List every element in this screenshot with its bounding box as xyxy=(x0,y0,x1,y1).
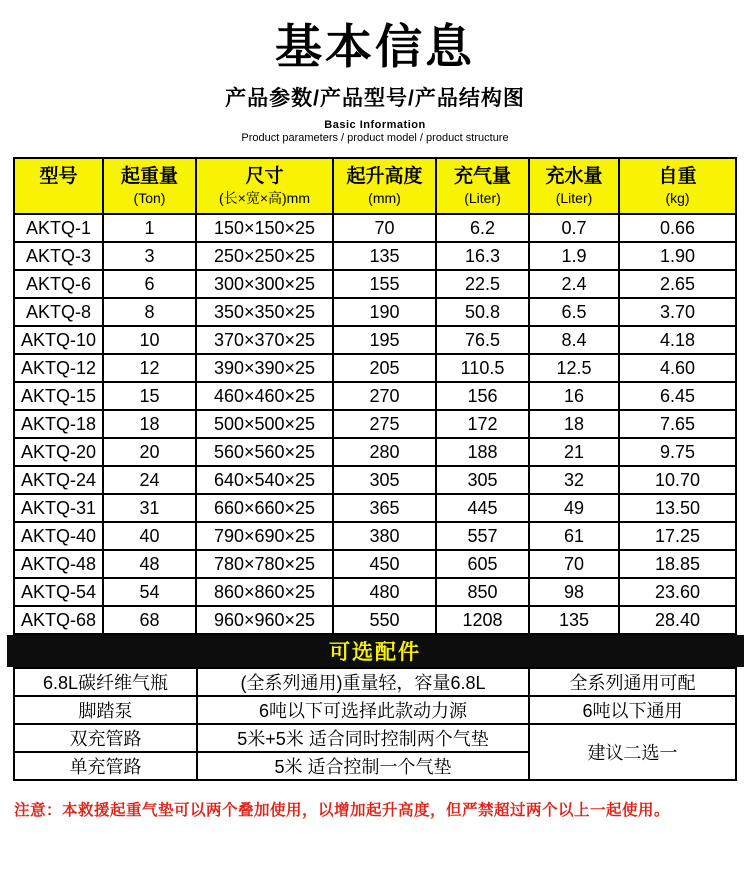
spec-cell: 300×300×25 xyxy=(196,270,333,298)
accessory-name: 6.8L碳纤维气瓶 xyxy=(14,668,197,696)
spec-cell: 98 xyxy=(529,578,619,606)
accessory-row xyxy=(14,696,736,724)
spec-row xyxy=(14,550,736,578)
spec-cell: 135 xyxy=(529,606,619,634)
spec-cell: 270 xyxy=(333,382,436,410)
spec-cell-model: AKTQ-48 xyxy=(14,550,103,578)
spec-column-header-line1: 尺寸 xyxy=(245,166,284,188)
accessory-description: (全系列通用)重量轻，容量6.8L xyxy=(197,668,529,696)
spec-cell: 7.65 xyxy=(619,410,736,438)
spec-column-header-line1: 充气量 xyxy=(453,166,511,188)
spec-cell: 195 xyxy=(333,326,436,354)
spec-cell: 155 xyxy=(333,270,436,298)
spec-row xyxy=(14,354,736,382)
spec-cell: 10 xyxy=(103,326,196,354)
spec-cell: 350×350×25 xyxy=(196,298,333,326)
spec-row xyxy=(14,298,736,326)
spec-row xyxy=(14,438,736,466)
spec-row xyxy=(14,606,736,634)
spec-column-header-line1: 型号 xyxy=(39,166,78,188)
spec-row xyxy=(14,326,736,354)
spec-cell: 450 xyxy=(333,550,436,578)
spec-cell: 0.7 xyxy=(529,214,619,242)
spec-cell-model: AKTQ-3 xyxy=(14,242,103,270)
accessory-row xyxy=(14,668,736,696)
accessories-header-bar xyxy=(7,635,744,667)
spec-cell: 560×560×25 xyxy=(196,438,333,466)
spec-cell: 860×860×25 xyxy=(196,578,333,606)
spec-cell-model: AKTQ-68 xyxy=(14,606,103,634)
spec-cell-model: AKTQ-20 xyxy=(14,438,103,466)
spec-cell: 22.5 xyxy=(436,270,529,298)
spec-cell: 250×250×25 xyxy=(196,242,333,270)
warning-note: 注意：本救援起重气垫可以两个叠加使用，以增加起升高度，但严禁超过两个以上一起使用。 xyxy=(14,802,671,820)
spec-column-header xyxy=(529,158,619,214)
spec-cell: 6 xyxy=(103,270,196,298)
spec-cell: 31 xyxy=(103,494,196,522)
accessory-note: 全系列通用可配 xyxy=(529,668,736,696)
spec-cell-model: AKTQ-6 xyxy=(14,270,103,298)
accessory-description: 5米 适合控制一个气垫 xyxy=(197,752,529,780)
spec-cell: 18.85 xyxy=(619,550,736,578)
spec-column-header xyxy=(14,158,103,214)
spec-cell: 68 xyxy=(103,606,196,634)
spec-table-head xyxy=(14,158,736,214)
spec-cell: 49 xyxy=(529,494,619,522)
spec-cell: 780×780×25 xyxy=(196,550,333,578)
spec-column-header xyxy=(436,158,529,214)
spec-cell: 23.60 xyxy=(619,578,736,606)
spec-column-header xyxy=(103,158,196,214)
spec-column-header-line2: (Liter) xyxy=(555,190,593,207)
spec-table xyxy=(13,157,737,635)
spec-cell: 380 xyxy=(333,522,436,550)
spec-cell: 460×460×25 xyxy=(196,382,333,410)
spec-cell: 150×150×25 xyxy=(196,214,333,242)
spec-cell: 12 xyxy=(103,354,196,382)
spec-cell: 12.5 xyxy=(529,354,619,382)
spec-cell: 135 xyxy=(333,242,436,270)
spec-cell: 0.66 xyxy=(619,214,736,242)
spec-column-header-line2: (长×宽×高)mm xyxy=(219,190,310,207)
spec-cell: 275 xyxy=(333,410,436,438)
spec-cell: 20 xyxy=(103,438,196,466)
spec-cell-model: AKTQ-18 xyxy=(14,410,103,438)
spec-header-row xyxy=(14,158,736,214)
spec-cell-model: AKTQ-1 xyxy=(14,214,103,242)
spec-column-header xyxy=(619,158,736,214)
spec-cell: 188 xyxy=(436,438,529,466)
spec-column-header-line1: 起升高度 xyxy=(346,166,423,188)
spec-column-header-line1: 自重 xyxy=(658,166,697,188)
spec-cell: 70 xyxy=(333,214,436,242)
spec-cell: 76.5 xyxy=(436,326,529,354)
spec-cell-model: AKTQ-12 xyxy=(14,354,103,382)
accessory-name: 脚踏泵 xyxy=(14,696,197,724)
spec-cell: 28.40 xyxy=(619,606,736,634)
spec-column-header-line2: (kg) xyxy=(665,190,690,207)
spec-row xyxy=(14,242,736,270)
page-title: 基本信息 xyxy=(275,20,475,73)
spec-cell: 1.9 xyxy=(529,242,619,270)
spec-cell: 50.8 xyxy=(436,298,529,326)
spec-cell: 2.4 xyxy=(529,270,619,298)
spec-column-header-line1: 充水量 xyxy=(545,166,603,188)
spec-cell: 480 xyxy=(333,578,436,606)
accessory-description: 6吨以下可选择此款动力源 xyxy=(197,696,529,724)
spec-cell: 960×960×25 xyxy=(196,606,333,634)
spec-cell: 16 xyxy=(529,382,619,410)
spec-cell: 500×500×25 xyxy=(196,410,333,438)
spec-cell: 4.18 xyxy=(619,326,736,354)
spec-cell: 24 xyxy=(103,466,196,494)
spec-cell: 18 xyxy=(103,410,196,438)
accessory-name: 双充管路 xyxy=(14,724,197,752)
spec-cell: 15 xyxy=(103,382,196,410)
spec-cell-model: AKTQ-8 xyxy=(14,298,103,326)
spec-row xyxy=(14,382,736,410)
spec-cell: 6.2 xyxy=(436,214,529,242)
spec-cell: 70 xyxy=(529,550,619,578)
accessory-note: 6吨以下通用 xyxy=(529,696,736,724)
spec-cell: 110.5 xyxy=(436,354,529,382)
spec-cell: 850 xyxy=(436,578,529,606)
accessories-table xyxy=(13,667,737,781)
spec-column-header-line2: (mm) xyxy=(368,190,401,207)
spec-cell: 3.70 xyxy=(619,298,736,326)
spec-cell: 17.25 xyxy=(619,522,736,550)
spec-cell: 305 xyxy=(333,466,436,494)
spec-cell: 1208 xyxy=(436,606,529,634)
spec-cell: 205 xyxy=(333,354,436,382)
spec-cell-model: AKTQ-31 xyxy=(14,494,103,522)
page-subtitle-en: Basic Information xyxy=(324,119,426,132)
spec-cell: 640×540×25 xyxy=(196,466,333,494)
spec-cell: 1.90 xyxy=(619,242,736,270)
spec-cell-model: AKTQ-40 xyxy=(14,522,103,550)
spec-cell: 8 xyxy=(103,298,196,326)
accessory-description: 5米+5米 适合同时控制两个气垫 xyxy=(197,724,529,752)
spec-column-header xyxy=(196,158,333,214)
spec-cell: 40 xyxy=(103,522,196,550)
spec-cell: 4.60 xyxy=(619,354,736,382)
spec-cell: 605 xyxy=(436,550,529,578)
spec-cell: 61 xyxy=(529,522,619,550)
spec-cell: 172 xyxy=(436,410,529,438)
spec-row xyxy=(14,522,736,550)
page-subtitle-en-detail: Product parameters / product model / product structure xyxy=(241,132,509,145)
accessories-table-body xyxy=(14,668,736,780)
spec-column-header xyxy=(333,158,436,214)
spec-column-header-line2: (Liter) xyxy=(464,190,501,207)
accessory-row xyxy=(14,724,736,752)
accessory-name: 单充管路 xyxy=(14,752,197,780)
spec-cell: 660×660×25 xyxy=(196,494,333,522)
spec-cell: 18 xyxy=(529,410,619,438)
spec-cell: 54 xyxy=(103,578,196,606)
spec-row xyxy=(14,270,736,298)
spec-cell: 8.4 xyxy=(529,326,619,354)
spec-cell-model: AKTQ-15 xyxy=(14,382,103,410)
page-header xyxy=(0,0,750,144)
spec-cell: 21 xyxy=(529,438,619,466)
spec-cell: 16.3 xyxy=(436,242,529,270)
spec-cell: 445 xyxy=(436,494,529,522)
spec-cell-model: AKTQ-10 xyxy=(14,326,103,354)
spec-row xyxy=(14,494,736,522)
spec-cell: 13.50 xyxy=(619,494,736,522)
spec-row xyxy=(14,466,736,494)
spec-cell: 3 xyxy=(103,242,196,270)
accessories-title: 可选配件 xyxy=(329,641,421,665)
spec-cell: 280 xyxy=(333,438,436,466)
spec-cell-model: AKTQ-24 xyxy=(14,466,103,494)
spec-cell-model: AKTQ-54 xyxy=(14,578,103,606)
spec-cell: 6.45 xyxy=(619,382,736,410)
page-subtitle: 产品参数/产品型号/产品结构图 xyxy=(225,87,525,111)
spec-cell: 6.5 xyxy=(529,298,619,326)
spec-table-body xyxy=(14,214,736,634)
spec-cell: 365 xyxy=(333,494,436,522)
spec-cell: 550 xyxy=(333,606,436,634)
spec-row xyxy=(14,214,736,242)
spec-cell: 48 xyxy=(103,550,196,578)
spec-cell: 305 xyxy=(436,466,529,494)
spec-row xyxy=(14,578,736,606)
spec-cell: 557 xyxy=(436,522,529,550)
spec-cell: 9.75 xyxy=(619,438,736,466)
spec-cell: 790×690×25 xyxy=(196,522,333,550)
spec-row xyxy=(14,410,736,438)
spec-column-header-line2: (Ton) xyxy=(133,190,166,207)
spec-cell: 2.65 xyxy=(619,270,736,298)
spec-cell: 1 xyxy=(103,214,196,242)
spec-cell: 190 xyxy=(333,298,436,326)
spec-cell: 156 xyxy=(436,382,529,410)
spec-column-header-line1: 起重量 xyxy=(120,166,178,188)
spec-cell: 390×390×25 xyxy=(196,354,333,382)
accessory-merged-note: 建议二选一 xyxy=(529,724,736,780)
spec-cell: 32 xyxy=(529,466,619,494)
spec-cell: 10.70 xyxy=(619,466,736,494)
spec-cell: 370×370×25 xyxy=(196,326,333,354)
